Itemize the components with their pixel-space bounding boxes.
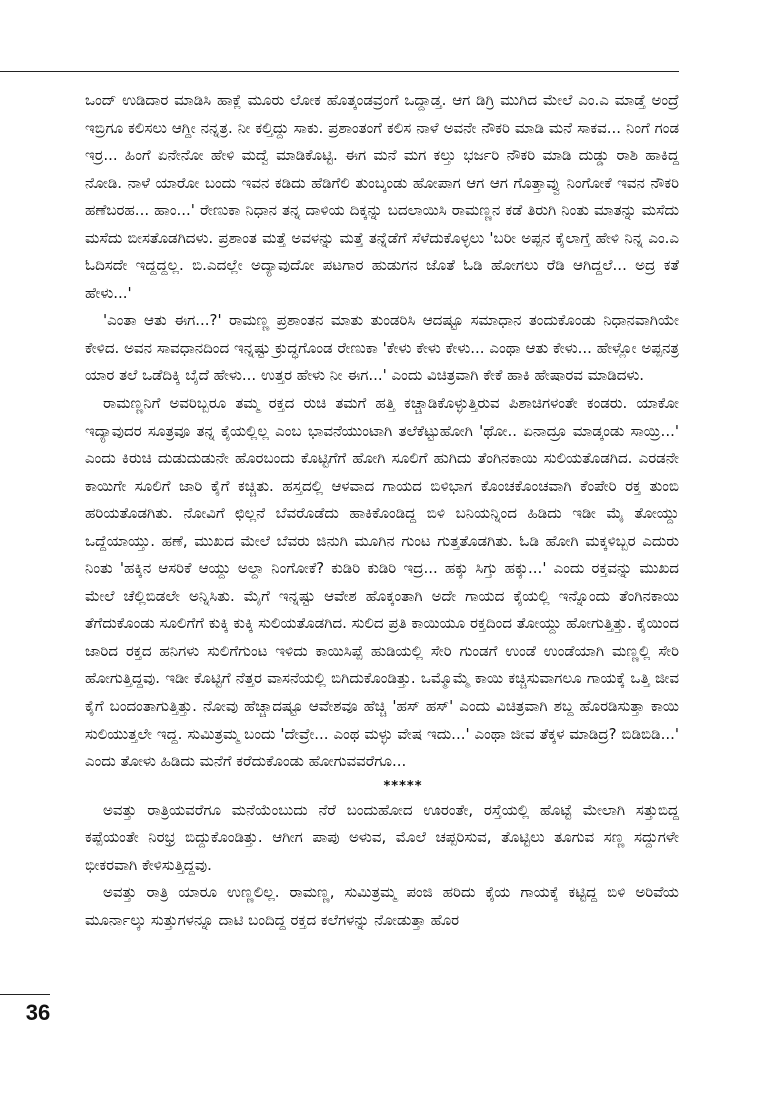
page-number: 36 xyxy=(25,1000,51,1025)
paragraph-2: 'ಎಂತಾ ಆತು ಈಗ...?' ರಾಮಣ್ಣ ಪ್ರಶಾಂತನ ಮಾತು ತುಂಡರಿಸಿ ಆದಷ್ಟೂ ಸಮಾಧಾನ ತಂದುಕೊಂಡು ನಿಧಾನವಾಗಿಯೇ ಕೇಳಿದ. ಅವನ ಸಾವಧಾನದಿಂದ ಇನ್ನಷ್ಟು ಕ್ರುದ್ಧಗೊಂಡ ರೇಣುಕಾ 'ಕೇಳು ಕೇಳು ಕೇಳು... ಎಂಥಾ ಆತು ಕೇಳು... ಹೇಳ್ಲೋ ಅಪ್ಪನತ್ರ ಯಾರ ತಲೆ ಒಡೆದಿಕ್ಕಿ ಬೈದೆ ಹೇಳು... ಉತ್ತರ ಹೇಳು ನೀ ಈಗ...' ಎಂದು ವಿಚಿತ್ರವಾಗಿ ಕೇಕೆ ಹಾಕಿ ಹೇಷಾರವ ಮಾಡಿದಳು. xyxy=(85,311,679,385)
paragraph-3: ರಾಮಣ್ಣನಿಗೆ ಅವರಿಬ್ಬರೂ ತಮ್ಮ ರಕ್ತದ ರುಚಿ ತಮಗೆ ಹತ್ತಿ ಕಚ್ಚಾಡಿಕೊಳ್ಳುತ್ತಿರುವ ಪಿಶಾಚಿಗಳಂತೇ ಕಂಡರು. ಯಾಕೋ ಇದ್ಯಾವುದರ ಸೂತ್ರವೂ ತನ್ನ ಕೈಯಲ್ಲಿಲ್ಲ ಎಂಬ ಭಾವನೆಯುಂಟಾಗಿ ತಲೆಕೆಟ್ಟುಹೋಗಿ 'ಥೋ.. ಏನಾದ್ರೂ ಮಾಡ್ಕಂಡು ಸಾಯ್ರಿ...' ಎಂದು ಕಿರುಚಿ ದುಡುದುಡುನೇ ಹೊರಬಂದು ಕೊಟ್ಟಿಗೆಗೆ ಹೋಗಿ ಸೂಲಿಗೆ ಹುಗಿದು ತೆಂಗಿನಕಾಯಿ ಸುಲಿಯತೊಡಗಿದ. ಎರಡನೇ ಕಾಯಿಗೇ ಸೂಲಿಗೆ ಜಾರಿ ಕೈಗೆ ಕಚ್ಚಿತು. ಹಸ್ತದಲ್ಲಿ ಆಳವಾದ ಗಾಯದ ಬಿಳಿಭಾಗ ಕೊಂಚಕೊಂಚವಾಗಿ ಕೆಂಪೇರಿ ರಕ್ತ ತುಂಬಿ ಹರಿಯತೊಡಗಿತು. ನೋವಿಗೆ ಛಿಲ್ಲನೆ ಬೆವರೊಡೆದು ಹಾಕಿಕೊಂಡಿದ್ದ ಬಿಳಿ ಬನಿಯನ್ನಿಂದ ಹಿಡಿದು ಇಡೀ ಮೈ ತೋಯ್ದು ಒದ್ದೆಯಾಯ್ತು. ಹಣೆ, ಮುಖದ ಮೇಲೆ ಬೆವರು ಜಿನುಗಿ ಮೂಗಿನ ಗುಂಟ ಗುತ್ತತೊಡಗಿತು. ಓಡಿ ಹೋಗಿ ಮಕ್ಕಳಿಬ್ಬರ ಎದುರು ನಿಂತು 'ಹಕ್ಕಿನ ಆಸರಿಕೆ ಆಯ್ದು ಅಲ್ದಾ ನಿಂಗೋಕೆ? ಕುಡಿರಿ ಕುಡಿರಿ ಇದ್ರ... ಹಕ್ಕು ಸಿಗ್ತು ಹಕ್ಕು...' ಎಂದು ರಕ್ತವನ್ನು ಮುಖದ ಮೇಲೆ ಚೆಲ್ಲಿಬಿಡಲೇ ಅನ್ನಿಸಿತು. ಮೈಗೆ ಇನ್ನಷ್ಟು ಆವೇಶ ಹೊಕ್ಕಂತಾಗಿ ಅದೇ ಗಾಯದ ಕೈಯಲ್ಲಿ ಇನ್ನೊಂದು ತೆಂಗಿನಕಾಯಿ ತೆಗೆದುಕೊಂಡು ಸೂಲಿಗೆಗೆ ಕುಕ್ಕಿ ಕುಕ್ಕಿ ಸುಲಿಯತೊಡಗಿದ. ಸುಲಿದ ಪ್ರತಿ ಕಾಯಿಯೂ ರಕ್ತದಿಂದ ತೋಯ್ದು ಹೋಗುತ್ತಿತ್ತು. ಕೈಯಿಂದ ಜಾರಿದ ರಕ್ತದ ಹನಿಗಳು ಸುಲಿಗೆಗುಂಟ ಇಳಿದು ಕಾಯಿಸಿಪ್ಪೆ ಹುಡಿಯಲ್ಲಿ ಸೇರಿ ಗುಂಡಗೆ ಉಂಡೆ ಉಂಡೆಯಾಗಿ ಮಣ್ಣಲ್ಲಿ ಸೇರಿ ಹೋಗುತ್ತಿದ್ದವು. ಇಡೀ ಕೊಟ್ಟಿಗೆ ನೆತ್ತರ ವಾಸನೆಯಲ್ಲಿ ಬಿಗಿದುಕೊಂಡಿತ್ತು. ಒಮ್ಮೊಮ್ಮೆ ಕಾಯಿ ಕಚ್ಚಿಸುವಾಗಲೂ ಗಾಯಕ್ಕೆ ಒತ್ತಿ ಜೀವ ಕೈಗೆ ಬಂದಂತಾಗುತ್ತಿತ್ತು. ನೋವು ಹೆಚ್ಚಾದಷ್ಟೂ ಆವೇಶವೂ ಹೆಚ್ಚಿ 'ಹಸ್ ಹಸ್' ಎಂದು ವಿಚಿತ್ರವಾಗಿ ಶಬ್ದ ಹೊರಡಿಸುತ್ತಾ ಕಾಯಿ ಸುಲಿಯುತ್ತಲೇ ಇದ್ದ. ಸುಮಿತ್ರಮ್ಮ ಬಂದು 'ದೇವ್ರೇ... ಎಂಥ ಮಳ್ಳು ವೇಷ ಇದು...' ಎಂಥಾ ಜೀವ ತೆಕ್ಕಳ ಮಾಡಿದ್ರ? ಬಿಡಿಬಿಡಿ...' ಎಂದು ತೋಳು ಹಿಡಿದು ಮನೆಗೆ ಕರೆದುಕೊಂಡು ಹೋಗುವವರೆಗೂ... xyxy=(85,394,679,771)
paragraph-4: ಅವತ್ತು ರಾತ್ರಿಯವರೆಗೂ ಮನೆಯೆಂಬುದು ನೆರೆ ಬಂದುಹೋದ ಊರಂತೇ, ರಸ್ತೆಯಲ್ಲಿ ಹೊಟ್ಟೆ ಮೇಲಾಗಿ ಸತ್ತುಬಿದ್ದ ಕಪ್ಪೆಯಂತೇ ನಿರಭ್ರ ಬಿದ್ದುಕೊಂಡಿತ್ತು. ಆಗೀಗ ಪಾಪು ಅಳುವ, ಮೊಲೆ ಚಪ್ಪರಿಸುವ, ತೊಟ್ಟಿಲು ತೂಗುವ ಸಣ್ಣ ಸದ್ದುಗಳೇ ಭೀಕರವಾಗಿ ಕೇಳಿಸುತ್ತಿದ್ದವು. xyxy=(85,800,679,874)
paragraph-5: ಅವತ್ತು ರಾತ್ರಿ ಯಾರೂ ಉಣ್ಣಲಿಲ್ಲ. ರಾಮಣ್ಣ, ಸುಮಿತ್ರಮ್ಮ ಪಂಜಿ ಹರಿದು ಕೈಯ ಗಾಯಕ್ಕೆ ಕಟ್ಟಿದ್ದ ಬಿಳಿ ಅರಿವೆಯ ಮೂರ್ನಾಲ್ಕು ಸುತ್ತುಗಳನ್ನೂ ದಾಟಿ ಬಂದಿದ್ದ ರಕ್ತದ ಕಲೆಗಳನ್ನು ನೋಡುತ್ತಾ ಹೊರ xyxy=(85,883,679,929)
page-body xyxy=(85,87,679,934)
footer-rule xyxy=(0,994,50,995)
paragraph-1: ಒಂದ್ ಉಡಿದಾರ ಮಾಡಿಸಿ ಹಾಕ್ಲೆ ಮೂರು ಲೋಕ ಹೊತ್ಕಂಡವ್ರಂಗೆ ಒದ್ದಾಡ್ತ. ಆಗ ಡಿಗ್ರಿ ಮುಗಿದ ಮೇಲೆ ಎಂ.ಎ ಮಾಡ್ತೆ ಅಂದ್ರೆ ಇಬ್ರಿಗೂ ಕಲಿಸಲು ಆಗ್ದೀ ನನ್ನತ್ರ. ನೀ ಕಲ್ತಿದ್ದು ಸಾಕು. ಪ್ರಶಾಂತಂಗೆ ಕಲಿಸ ನಾಳೆ ಅವನೇ ನೌಕರಿ ಮಾಡಿ ಮನೆ ಸಾಕವ... ನಿಂಗೆ ಗಂಡ ಇರ್ರ... ಹಿಂಗೆ ಏನೇನೋ ಹೇಳಿ ಮದ್ವೆ ಮಾಡಿಕೊಟ್ಟಿ. ಈಗ ಮನೆ ಮಗ ಕಲ್ತು ಭರ್ಜರಿ ನೌಕರಿ ಮಾಡಿ ದುಡ್ಡು ರಾಶಿ ಹಾಕಿದ್ದ ನೋಡಿ. ನಾಳೆ ಯಾರೋ ಬಂದು ಇವನ ಕಡಿದು ಹೆಡಿಗೆಲಿ ತುಂಬ್ಕಂಡು ಹೋಪಾಗ ಆಗ ಆಗ ಗೊತ್ತಾವ್ವು ನಿಂಗೋಕೆ ಇವನ ನೌಕರಿ ಹಣೆಬರಹ... ಹಾಂ...' ರೇಣುಕಾ ನಿಧಾನ ತನ್ನ ದಾಳಿಯ ದಿಕ್ಕನ್ನು ಬದಲಾಯಿಸಿ ರಾಮಣ್ಣನ ಕಡೆ ತಿರುಗಿ ನಿಂತು ಮಾತನ್ನು ಮಸೆದು ಮಸೆದು ಬೀಸತೊಡಗಿದಳು. ಪ್ರಶಾಂತ ಮತ್ತೆ ಅವಳನ್ನು ಮತ್ತೆ ತನ್ನೆಡೆಗೆ ಸೆಳೆದುಕೊಳ್ಳಲು 'ಬರೀ ಅಪ್ಪನ ಕೈಲಾಗ್ತೆ ಹೇಳಿ ನಿನ್ನ ಎಂ.ಎ ಓದಿಸದೇ ಇದ್ದದ್ದಲ್ಲ. ಬಿ.ಎದಲ್ಲೇ ಅದ್ಯಾವುದೋ ಪಟಗಾರ ಹುಡುಗನ ಜೊತೆ ಓಡಿ ಹೋಗಲು ರೆಡಿ ಆಗಿದ್ದಲೆ... ಅದ್ರ ಕತೆ ಹೇಳು...' xyxy=(85,91,679,302)
header-rule xyxy=(0,71,679,72)
section-separator: ***** xyxy=(383,778,423,794)
